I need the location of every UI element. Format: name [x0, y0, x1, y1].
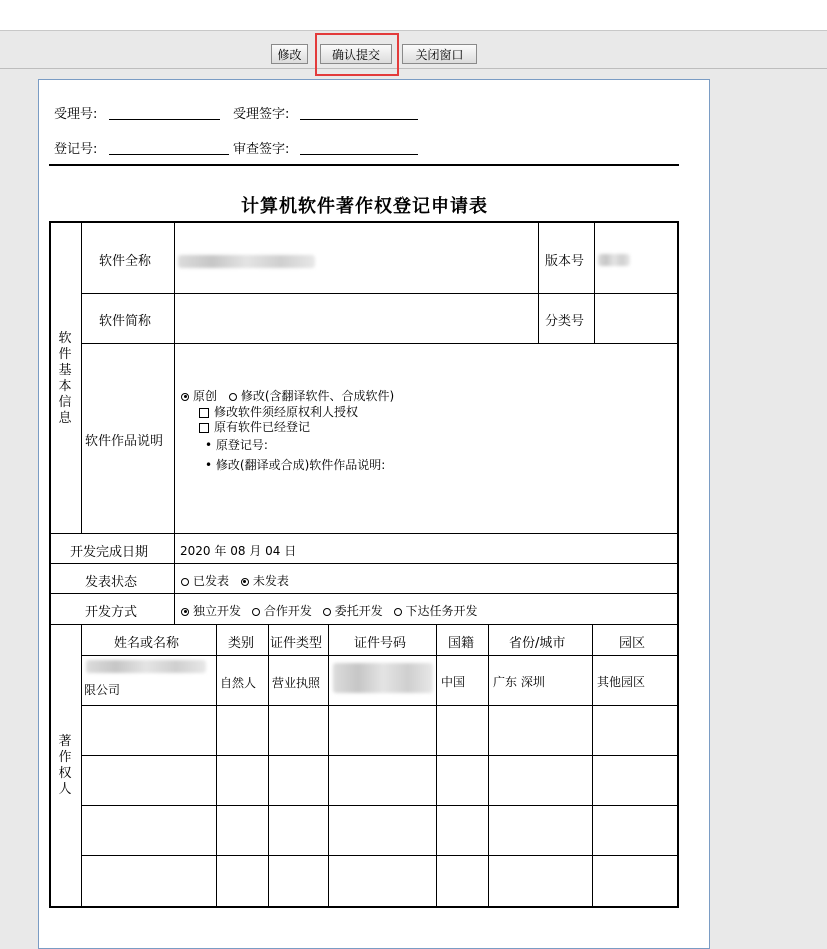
orig-reg-no-row: [205, 436, 268, 453]
unpublished-label: 未发表: [252, 574, 289, 588]
owner-nationality: 中国: [441, 675, 466, 689]
accept-no-field[interactable]: [109, 119, 220, 120]
grid-line: [81, 755, 678, 756]
owners-header-park: 园区: [619, 636, 646, 651]
owners-header-nationality: 国籍: [448, 636, 475, 651]
register-no-label: 登记号:: [54, 142, 98, 157]
owners-header-province: 省份/城市: [509, 636, 566, 651]
short-name-label: 软件简称: [99, 314, 152, 329]
owner-id-no-redacted: [333, 663, 433, 693]
header-divider: [49, 164, 679, 166]
grid-line: [81, 705, 678, 706]
grid-line: [216, 624, 217, 907]
modified-label: 修改(含翻译软件、合成软件): [240, 389, 395, 403]
desc-origin-row: [181, 387, 394, 404]
publish-options: [181, 572, 289, 589]
registered-checkbox[interactable]: [199, 423, 209, 433]
review-sign-label: 审查签字:: [233, 142, 290, 157]
version-value-redacted: [598, 254, 630, 266]
commissioned-radio[interactable]: [323, 608, 331, 616]
independent-label: 独立开发: [193, 604, 242, 618]
original-radio[interactable]: [181, 393, 189, 401]
auth-checkbox[interactable]: [199, 408, 209, 418]
grid-line: [81, 855, 678, 856]
published-label: 已发表: [193, 574, 230, 588]
original-label: 原创: [193, 389, 218, 403]
description-label: 软件作品说明: [85, 434, 164, 449]
accept-sign-label: 受理签字:: [233, 107, 290, 122]
accept-no-label: 受理号:: [54, 107, 98, 122]
version-label: 版本号: [545, 254, 585, 269]
mod-desc-label: 修改(翻译或合成)软件作品说明:: [215, 458, 386, 472]
mod-desc-row: [205, 456, 385, 473]
independent-radio[interactable]: [181, 608, 189, 616]
dev-year: 2020: [180, 544, 211, 558]
grid-line: [592, 624, 593, 907]
dev-method-label: 开发方式: [85, 605, 138, 620]
grid-line: [81, 293, 678, 294]
toolbar: [0, 31, 827, 69]
grid-line: [594, 222, 595, 344]
dev-day: 04: [265, 544, 281, 558]
dev-date-value: [180, 542, 296, 559]
category-label: 分类号: [545, 314, 585, 329]
cooperative-label: 合作开发: [263, 604, 312, 618]
commissioned-label: 委托开发: [334, 604, 383, 618]
highlight-box: [315, 33, 399, 76]
close-window-button[interactable]: 关闭窗口: [402, 44, 477, 64]
owner-province-city: 广东 深圳: [493, 675, 545, 689]
grid-line: [50, 624, 678, 625]
bullet-icon: •: [205, 458, 213, 472]
owners-header-id-no: 证件号码: [354, 636, 407, 651]
modified-radio[interactable]: [229, 393, 237, 401]
grid-line: [50, 563, 678, 564]
grid-line: [488, 624, 489, 907]
owners-section-label: 著作权人: [58, 734, 72, 797]
grid-line: [81, 343, 678, 344]
grid-line: [81, 655, 678, 656]
owner-park: 其他园区: [597, 675, 646, 689]
full-name-value-redacted: [178, 255, 315, 268]
grid-line: [436, 624, 437, 907]
grid-line: [174, 222, 175, 624]
top-bar: [0, 0, 827, 31]
accept-sign-field[interactable]: [300, 119, 418, 120]
owner-type: 自然人: [220, 676, 257, 690]
unpublished-radio[interactable]: [241, 578, 249, 586]
grid-line: [81, 222, 82, 534]
owners-header-type: 类别: [228, 636, 255, 651]
orig-reg-no-label: 原登记号:: [215, 438, 268, 452]
publish-label: 发表状态: [85, 575, 138, 590]
registered-row: [199, 418, 310, 435]
assigned-label: 下达任务开发: [405, 604, 478, 618]
grid-line: [538, 222, 539, 344]
dev-date-label: 开发完成日期: [70, 545, 149, 560]
assigned-radio[interactable]: [394, 608, 402, 616]
registered-label: 原有软件已经登记: [214, 420, 311, 434]
form-title: 计算机软件著作权登记申请表: [241, 196, 488, 217]
grid-line: [328, 624, 329, 907]
owner-name-suffix: 限公司: [84, 683, 121, 697]
bullet-icon: •: [205, 438, 213, 452]
grid-line: [50, 593, 678, 594]
grid-line: [81, 624, 82, 907]
dev-method-options: [181, 602, 478, 619]
full-name-label: 软件全称: [99, 254, 152, 269]
software-section-label: 软件基本信息: [58, 331, 72, 426]
month-unit: 月: [249, 544, 262, 558]
register-no-field[interactable]: [109, 154, 229, 155]
modify-button[interactable]: 修改: [271, 44, 308, 64]
grid-line: [268, 624, 269, 907]
grid-line: [81, 805, 678, 806]
owners-header-name: 姓名或名称: [114, 636, 180, 651]
owner-name-redacted: [86, 660, 206, 673]
grid-line: [50, 533, 678, 534]
day-unit: 日: [284, 544, 297, 558]
auth-label: 修改软件须经原权利人授权: [214, 405, 359, 419]
owners-header-id-type: 证件类型: [270, 636, 323, 651]
published-radio[interactable]: [181, 578, 189, 586]
year-unit: 年: [214, 544, 227, 558]
owner-id-type: 营业执照: [272, 676, 321, 690]
review-sign-field[interactable]: [300, 154, 418, 155]
cooperative-radio[interactable]: [252, 608, 260, 616]
dev-month: 08: [230, 544, 246, 558]
confirm-submit-button[interactable]: 确认提交: [320, 44, 392, 64]
